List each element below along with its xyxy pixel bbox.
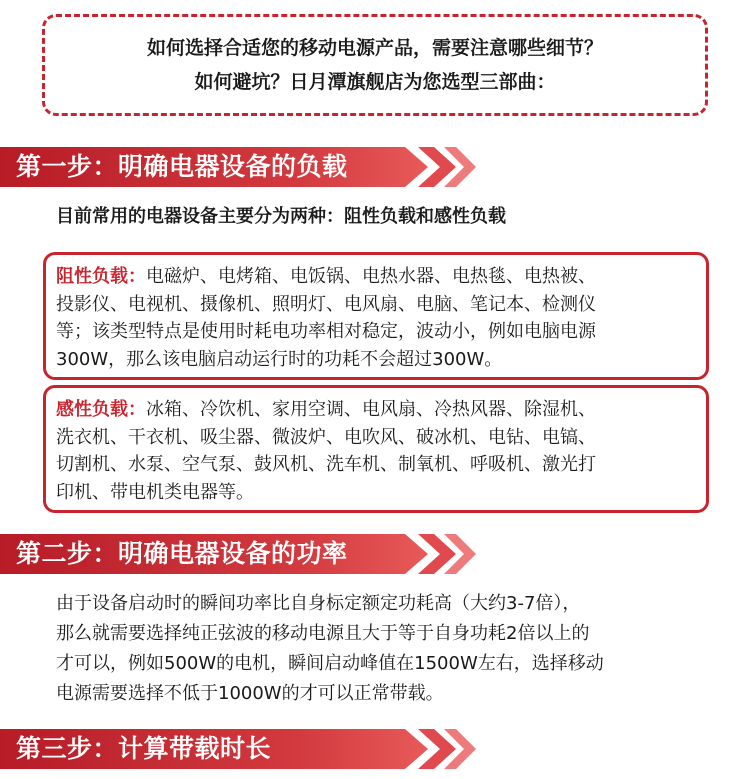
step-2-line-2: 那么就需要选择纯正弦波的移动电源且大于等于自身功耗2倍以上的 xyxy=(56,623,590,644)
inductive-load-box xyxy=(43,385,709,513)
step-2-line-1: 由于设备启动时的瞬间功率比自身标定额定功耗高（大约3-7倍）， xyxy=(56,593,581,614)
step-1-title: 第一步：明确电器设备的负载 xyxy=(16,152,348,181)
inductive-line-4: 印机、带电机类电器等。 xyxy=(56,481,254,503)
inductive-line-3: 切割机、水泵、空气泵、鼓风机、洗车机、制氧机、呼吸机、激光打 xyxy=(56,454,596,475)
resistive-line-3: 等；该类型特点是使用时耗电功率相对稳定，波动小，例如电脑电源 xyxy=(56,321,596,342)
step-3-banner xyxy=(0,725,480,773)
step-2-line-4: 电源需要选择不低于1000W的才可以正常带载。 xyxy=(56,683,444,704)
step-1-banner xyxy=(0,143,480,191)
inductive-load-label: 感性负载： xyxy=(56,399,146,420)
intro-line-2: 如何避坑？日月潭旗舰店为您选型三部曲： xyxy=(194,71,556,93)
resistive-load-label: 阻性负载： xyxy=(56,266,146,287)
step-2-line-3: 才可以，例如500W的电机，瞬间启动峰值在1500W左右，选择移动 xyxy=(56,653,604,674)
resistive-line-1: 阻性负载：电磁炉、电烤箱、电饭锅、电热水器、电热毯、电热被、 xyxy=(56,266,596,287)
inductive-line-1: 感性负载：冰箱、冷饮机、家用空调、电风扇、冷热风器、除湿机、 xyxy=(56,399,596,420)
resistive-line-2: 投影仪、电视机、摄像机、照明灯、电风扇、电脑、笔记本、检测仪 xyxy=(56,293,596,315)
resistive-load-box xyxy=(43,252,709,380)
intro-box xyxy=(42,14,708,116)
step-2-banner xyxy=(0,530,480,578)
step-2-title: 第二步：明确电器设备的功率 xyxy=(16,539,348,568)
step-2-paragraph xyxy=(56,589,604,709)
inductive-line-2: 洗衣机、干衣机、吸尘器、微波炉、电吹风、破冰机、电钻、电镐、 xyxy=(56,426,596,448)
intro-line-1: 如何选择合适您的移动电源产品，需要注意哪些细节？ xyxy=(146,37,603,59)
load-types-subtitle: 目前常用的电器设备主要分为两种：阻性负载和感性负载 xyxy=(56,206,506,227)
step-3-title: 第三步：计算带载时长 xyxy=(16,734,272,763)
resistive-line-4: 300W，那么该电脑启动运行时的功耗不会超过300W。 xyxy=(56,348,503,370)
